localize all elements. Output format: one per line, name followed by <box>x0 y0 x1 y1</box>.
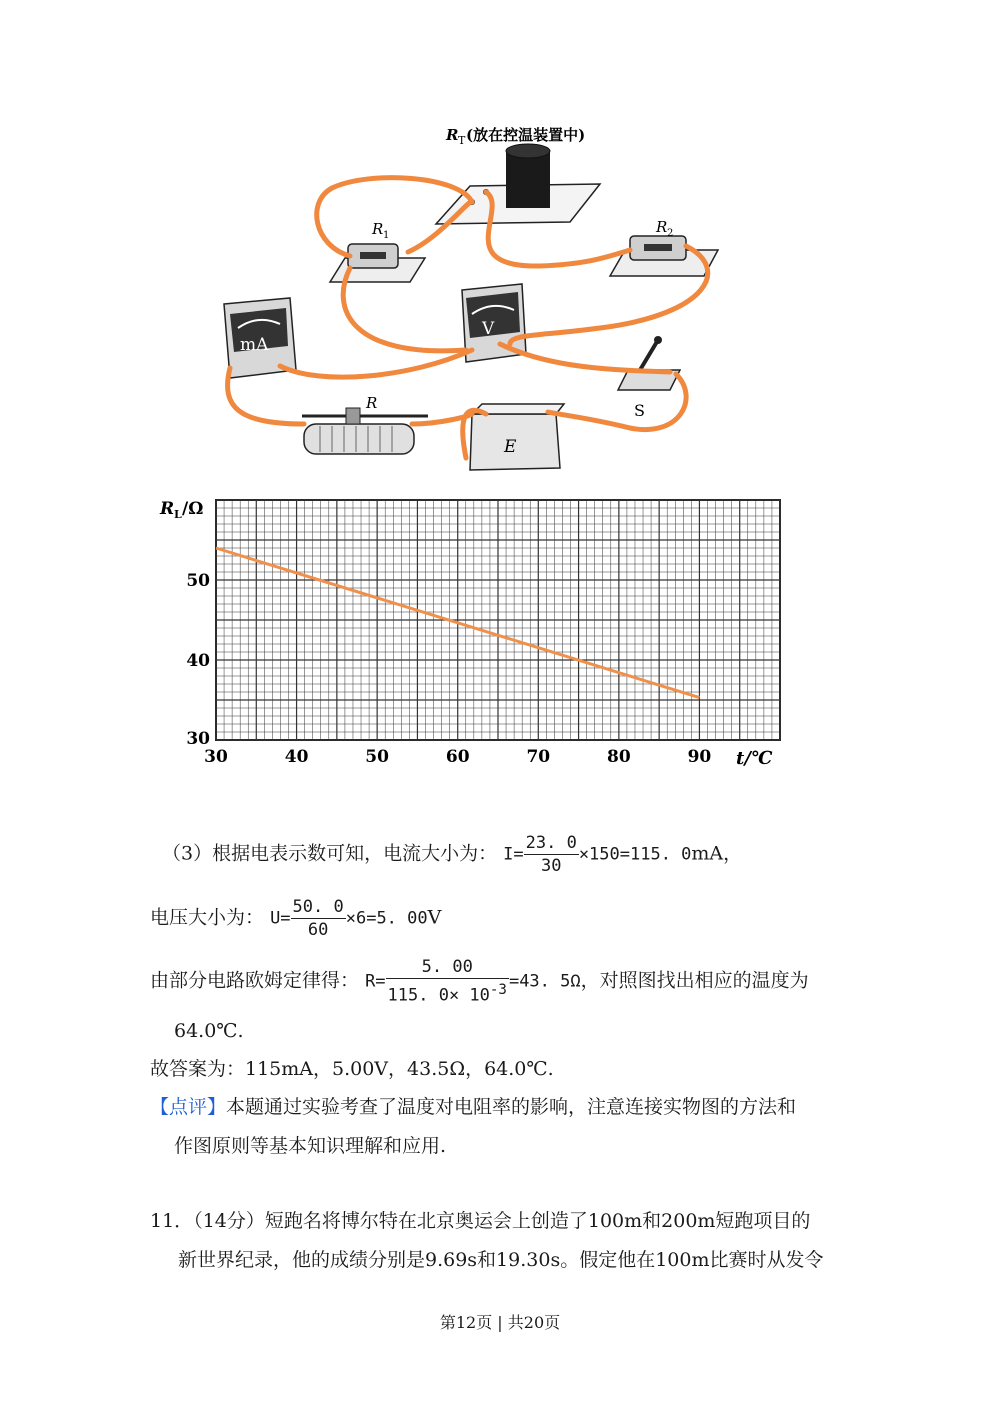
x-axis-label: t/℃ <box>736 748 773 769</box>
current-rhs: ×150=115. 0 <box>578 844 692 865</box>
rt-sub: T <box>458 134 466 147</box>
ohm-line <box>150 956 809 1007</box>
x-tick-label: 40 <box>284 747 309 767</box>
comment-tag: 【点评】 <box>150 1096 227 1118</box>
s-label: S <box>634 401 645 420</box>
part3-intro: （3）根据电表示数可知，电流大小为： <box>162 842 498 865</box>
y-tick-label: 50 <box>186 571 210 591</box>
voltage-denominator: 60 <box>307 920 329 940</box>
ohm-rhs: =43. 5Ω <box>508 971 581 992</box>
r2-sub: 2 <box>667 228 674 239</box>
r1-sub: 1 <box>383 230 390 241</box>
x-tick-label: 30 <box>204 747 228 767</box>
rt-note: (放在控温装置中) <box>466 126 586 144</box>
page-footer: 第12页 | 共20页 <box>439 1313 561 1332</box>
comment-text-1: 本题通过实验考查了温度对电阻率的影响，注意连接实物图的方法和 <box>226 1096 797 1118</box>
voltage-rhs: ×6=5. 00 <box>345 908 428 929</box>
resistor-r2 <box>610 218 718 276</box>
current-fraction <box>524 832 579 877</box>
x-tick-label: 60 <box>445 747 470 767</box>
ohm-numerator: 5. 00 <box>386 956 509 979</box>
ohm-tail: ，对照图找出相应的温度为 <box>580 969 809 992</box>
question-11-number: 11． <box>150 1210 194 1232</box>
question-11-line-2: 新世界纪录，他的成绩分别是9.69s和19.30s。假定他在100m比赛时从发令 <box>178 1249 824 1271</box>
answer-line: 故答案为：115mA，5.00V，43.5Ω，64.0℃. <box>150 1058 554 1080</box>
rt-label: R <box>446 126 459 144</box>
switch-s <box>618 336 680 420</box>
voltage-fraction <box>291 896 346 941</box>
ohm-intro: 由部分电路欧姆定律得： <box>150 969 360 992</box>
r1-label: R <box>372 220 384 238</box>
chart-grid <box>216 500 780 740</box>
current-line <box>162 832 742 877</box>
rl-t-chart <box>150 490 800 780</box>
e-label: E <box>504 437 517 457</box>
current-numerator: 23. 0 <box>525 833 577 853</box>
y-axis-label: R <box>160 499 175 519</box>
y-tick-label: 40 <box>186 651 210 671</box>
voltage-intro: 电压大小为： <box>150 906 265 929</box>
current-lhs: I= <box>503 844 524 865</box>
ohm-fraction <box>386 956 509 1007</box>
rheostat-r <box>302 394 428 454</box>
current-unit: mA， <box>691 842 743 865</box>
voltage-numerator: 50. 0 <box>292 897 344 917</box>
rheostat-label: R <box>366 394 378 412</box>
ohm-lhs: R= <box>365 971 386 992</box>
current-denominator: 30 <box>540 856 562 876</box>
y-axis-label-unit: /Ω <box>182 499 204 519</box>
voltage-unit: V <box>427 906 442 929</box>
comment-line-1 <box>150 1094 796 1120</box>
x-tick-label: 80 <box>607 747 631 767</box>
temperature-line: 64.0℃. <box>174 1020 244 1042</box>
ma-label: mA <box>240 335 269 355</box>
voltage-line <box>150 896 441 941</box>
r2-label: R <box>656 218 668 236</box>
x-tick-label: 70 <box>526 747 551 767</box>
comment-line-2: 作图原则等基本知识理解和应用. <box>174 1135 447 1157</box>
x-tick-label: 90 <box>687 747 712 767</box>
question-11-text-1: （14分）短跑名将博尔特在北京奥运会上创造了100m和200m短跑项目的 <box>193 1210 811 1232</box>
question-11-line-1 <box>150 1208 810 1234</box>
v-label: V <box>482 319 495 339</box>
x-tick-label: 50 <box>365 747 389 767</box>
ohm-denominator-base: 115. 0× 10 <box>387 985 490 1006</box>
y-axis-label-sub: L <box>174 508 182 521</box>
voltage-lhs: U= <box>270 908 291 929</box>
y-tick-label: 30 <box>186 729 210 749</box>
circuit-diagram <box>210 118 740 480</box>
ohm-denominator <box>386 979 509 1007</box>
ohm-denominator-exp: -3 <box>489 982 507 998</box>
